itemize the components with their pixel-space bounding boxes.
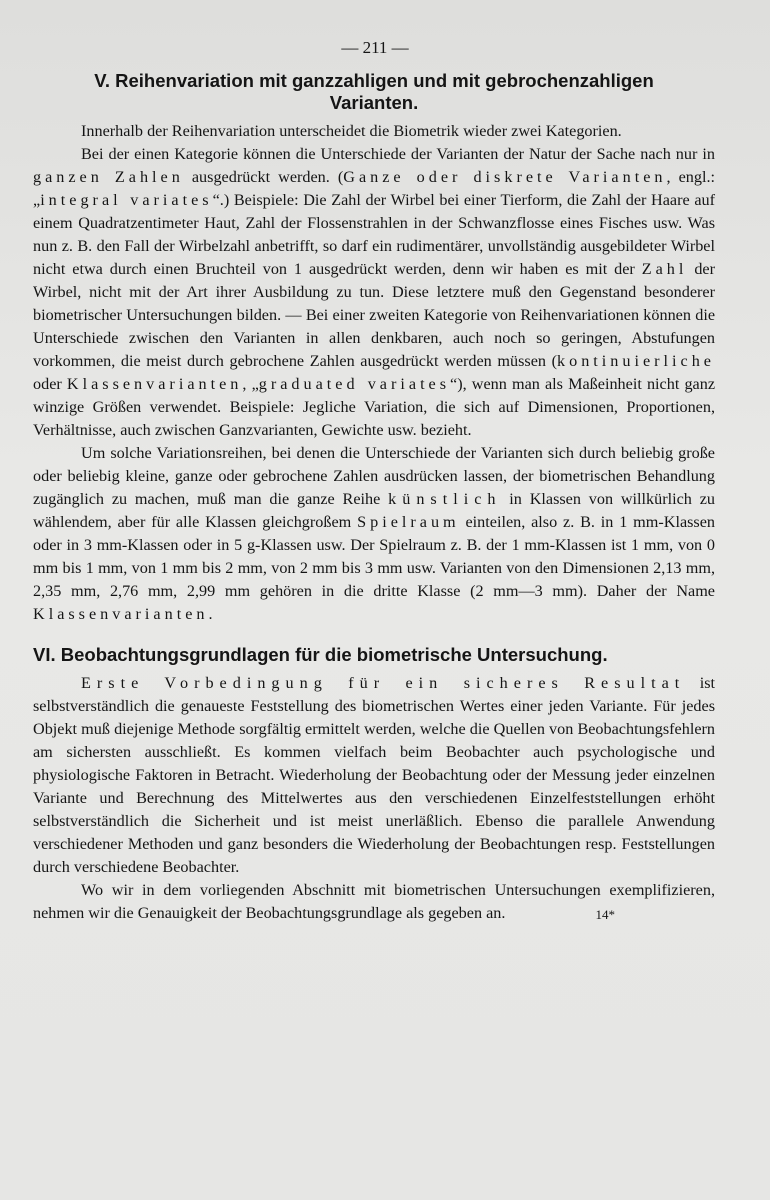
text-run: in Klassen von willkürlich zu wählendem, aber für alle Klassen gleichgroßem	[33, 490, 715, 531]
text-run: Bei der einen Kategorie können die Unterschiede der Varianten der Natur der Sache nach nur in	[81, 145, 715, 163]
section-5-paragraph-1: Innerhalb der Reihenvariation unterscheidet die Biometrik wieder zwei Kategorien.	[81, 122, 622, 140]
section-5-heading	[33, 70, 715, 114]
spaced-term: Erste Vorbedingung für ein sicheres Resultat	[81, 674, 686, 692]
spaced-term: Ganze oder diskrete Varianten	[343, 168, 667, 186]
text-run: Um solche Variationsreihen, bei denen die Unterschiede der Varianten sich durch beliebig große oder beliebig kleine, ganze oder gebrochene Zahlen ausdrücken lassen, der biometrischen Behandlung zugänglich zu machen, muß man die ganze Reihe	[33, 444, 715, 508]
spaced-term: Klassenvarianten	[66, 375, 243, 393]
section-6-paragraph-1	[33, 672, 715, 879]
spaced-term: integral variates	[40, 191, 213, 209]
text-run: oder	[33, 375, 67, 393]
spaced-term: Spielraum	[357, 513, 460, 531]
text-run: , „	[242, 375, 259, 393]
text-run: der Wirbel, nicht mit der Art ihrer Ausbildung zu tun. Diese letztere muß den Gegenstand besonderer biometrischer Untersuchungen bilden. — Bei einer zweiten Kategorie von Reihenvariationen können die Unterschiede zwischen den Varianten in allen denkbaren, auch noch so geringen, Abstufungen vorkommen, die meist durch gebrochene Zahlen ausgedrückt werden müssen (	[33, 260, 716, 370]
spaced-term: Zahl	[641, 260, 688, 278]
signature-mark: 14*	[595, 907, 615, 922]
section-6-heading: VI. Beobachtungsgrundlagen für die biometrische Untersuchung.	[33, 644, 608, 665]
spaced-term: kontinuierliche	[557, 352, 715, 370]
spaced-term: künstlich	[388, 490, 502, 508]
text-run: ausgedrückt werden. (	[183, 168, 344, 186]
text-run: “.) Beispiele: Die Zahl der Wirbel bei einer Tierform, die Zahl der Haare auf einem Quadratzentimeter Haut, Zahl der Flossenstrahlen in der Schwanzflosse eines Fisches usw. Was nun z. B. den Fall der Wirbelzahl anbetrifft, so darf ein rudimentärer, unvollständig ausgebildeter Wirbel nicht etwa durch einen Bruchteil von 1 ausgedrückt werden, denn wir haben es mit der	[33, 191, 715, 278]
text-run: .	[208, 605, 213, 623]
text-run: ist selbstverständlich die genaueste Feststellung des biometrischen Wertes einer jeden Variante. Für jedes Objekt muß diejenige Methode sorgfältig ermittelt werden, welche die Quellen von Beobachtungsfehlern am sichersten ausschließt. Es kommen vielfach beim Beobachter auch psychologische und physiologische Faktoren in Betracht. Wiederholung der Beobachtung oder der Messung jeder einzelnen Variante und Berechnung des Mittelwertes aus den verschiedenen Einzelfeststellungen erhöht selbstverständlich die Sicherheit und ist meist unerläßlich. Ebenso die parallele Anwendung verschiedener Methoden und ganz besonders die Wiederholung der Beobachtungen resp. Feststellungen durch verschiedene Beobachter.	[33, 674, 716, 876]
section-5-paragraph-3	[33, 442, 715, 626]
closing-block	[33, 879, 715, 925]
spaced-term: Klassenvarianten	[33, 605, 209, 623]
text-run: , engl.: „	[33, 168, 715, 209]
section-5-title-line2: Varianten.	[329, 92, 419, 113]
section-5-paragraph-2	[33, 143, 715, 442]
spaced-term: ganzen Zahlen	[33, 168, 184, 186]
section-5-title-line1: V. Reihenvariation mit ganzzahligen und mit gebrochenzahligen	[94, 70, 654, 91]
page-number: — 211 —	[341, 38, 409, 57]
section-6-paragraph-2: Wo wir in dem vorliegenden Abschnitt mit biometrischen Untersuchungen exemplifizieren, nehmen wir die Genauigkeit der Beobachtungsgrundlage als gegeben an.	[33, 881, 715, 922]
text-run: “), wenn man als Maßeinheit nicht ganz winzige Größen verwendet. Beispiele: Jegliche Variation, die sich auf Dimensionen, Proportionen, Verhältnisse, auch zwischen Ganzvarianten, Gewichte usw. bezieht.	[33, 375, 716, 439]
page-content	[33, 70, 715, 925]
spaced-term: graduated variates	[258, 375, 451, 393]
text-run: einteilen, also z. B. in 1 mm-Klassen oder in 3 mm-Klassen oder in 5 g-Klassen usw. Der Spielraum z. B. der 1 mm-Klassen ist 1 mm, von 0 mm bis 1 mm, von 1 mm bis 2 mm, von 2 mm bis 3 mm usw. Varianten von den Dimensionen 2,13 mm, 2,35 mm, 2,76 mm, 2,99 mm gehören in die dritte Klasse (2 mm—3 mm). Daher der Name	[33, 513, 716, 600]
